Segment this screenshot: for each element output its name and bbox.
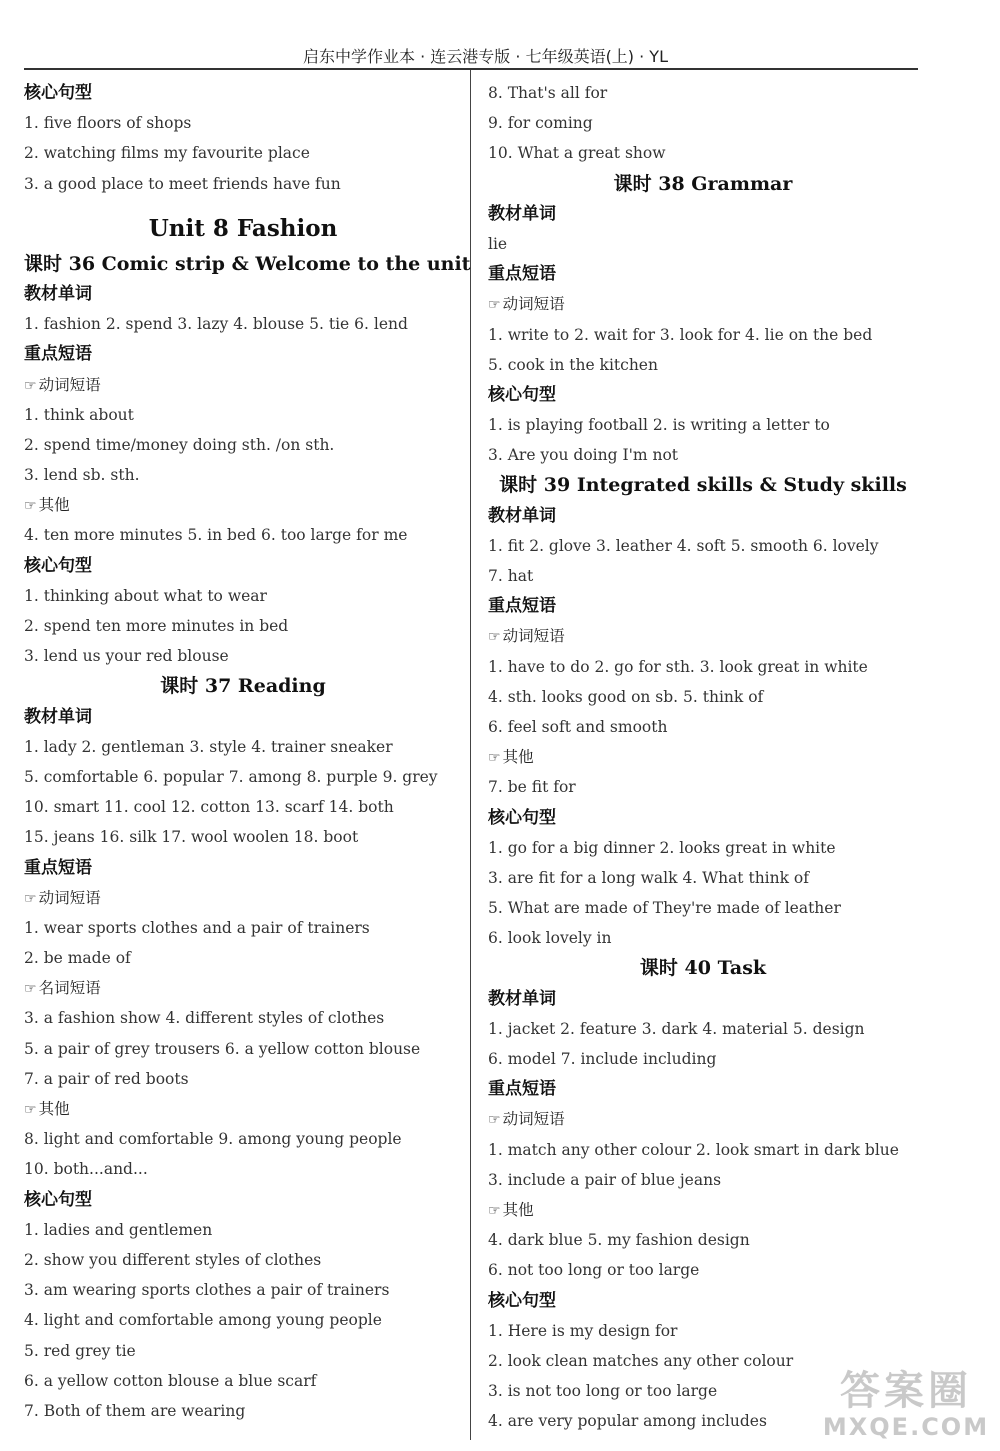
answer-line: 7. be fit for	[488, 778, 576, 797]
answer-line: 4. are very popular among includes	[488, 1412, 767, 1431]
answer-line: 10. What a great show	[488, 144, 666, 163]
answer-line: 2. watching films my favourite place	[24, 144, 310, 163]
answer-line: 2. spend ten more minutes in bed	[24, 617, 289, 635]
section-heading: 核心句型	[488, 384, 556, 405]
answer-line: 10. both...and...	[24, 1160, 148, 1179]
answer-line: 5. What are made of They're made of leather	[488, 899, 841, 918]
pointing-hand-icon: ☞	[488, 750, 501, 767]
pointing-hand-icon: ☞	[24, 1102, 37, 1118]
answer-line: 7. hat	[488, 567, 534, 585]
subsection-label	[24, 370, 462, 400]
answer-line: 3. is not too long or too large	[488, 1382, 718, 1401]
answer-line: 1. lady 2. gentleman 3. style 4. trainer sneaker	[24, 737, 393, 756]
lesson-title: 课时 36 Comic strip & Welcome to the unit	[24, 252, 471, 275]
answer-line: 4. dark blue 5. my fashion design	[488, 1231, 750, 1250]
answer-line: 3. a fashion show 4. different styles of clothes	[24, 1009, 385, 1028]
watermark-url: MXQE.COM	[822, 1413, 990, 1441]
answer-line: 1. Here is my design for	[488, 1321, 678, 1340]
pointing-hand-icon: ☞	[488, 297, 501, 314]
subsection-label	[488, 742, 918, 772]
subsection-label-text: 动词短语	[502, 627, 565, 646]
answer-line: 8. light and comfortable 9. among young people	[24, 1130, 402, 1149]
watermark-logo-text: 答案圈	[840, 1368, 972, 1414]
answer-line: 6. a yellow cotton blouse a blue scarf	[24, 1371, 317, 1390]
answer-line: 6. look lovely in	[488, 929, 612, 948]
answer-line: 3. lend us your red blouse	[24, 647, 229, 666]
pointing-hand-icon: ☞	[24, 981, 37, 998]
left-column	[24, 78, 471, 1426]
answer-line: 3. are fit for a long walk 4. What think of	[488, 868, 810, 887]
subsection-label-text: 名词短语	[38, 979, 101, 998]
answer-line: 1. think about	[24, 405, 134, 424]
lesson-title: 课时 38 Grammar	[613, 172, 793, 195]
section-heading: 教材单词	[488, 988, 556, 1009]
subsection-label-text: 其他	[38, 1100, 70, 1118]
answer-line: 1. wear sports clothes and a pair of trainers	[24, 918, 370, 937]
lesson-title: 课时 40 Task	[639, 957, 767, 980]
answer-line: 4. ten more minutes 5. in bed 6. too large for me	[24, 526, 408, 545]
section-heading: 重点短语	[488, 1079, 556, 1100]
subsection-label-text: 其他	[502, 748, 534, 767]
answer-line: 3. am wearing sports clothes a pair of trainers	[24, 1281, 390, 1300]
subsection-label	[24, 1094, 462, 1124]
answer-line: 3. a good place to meet friends have fun	[24, 174, 341, 193]
subsection-label-text: 动词短语	[38, 375, 101, 394]
answer-line: 4. sth. looks good on sb. 5. think of	[488, 687, 764, 706]
section-heading: 教材单词	[24, 706, 92, 727]
subsection-label	[488, 1104, 918, 1134]
answer-line: 1. have to do 2. go for sth. 3. look great in white	[488, 657, 868, 676]
answer-line: 9. for coming	[488, 114, 593, 133]
answer-line: 1. thinking about what to wear	[24, 586, 267, 605]
answer-line: 1. match any other colour 2. look smart in dark blue	[488, 1140, 899, 1159]
answer-line: 10. smart 11. cool 12. cotton 13. scarf 14. both	[24, 798, 394, 817]
right-column	[488, 78, 918, 1436]
pointing-hand-icon: ☞	[24, 498, 37, 515]
answer-line: 1. five floors of shops	[24, 114, 192, 133]
answer-line: 2. be made of	[24, 949, 131, 968]
section-heading: 核心句型	[488, 1290, 556, 1311]
answer-line: 5. red grey tie	[24, 1341, 136, 1360]
answer-line: 7. a pair of red boots	[24, 1069, 189, 1088]
answer-line: 8. That's all for	[488, 84, 608, 102]
answer-line: 6. model 7. include including	[488, 1050, 717, 1068]
pointing-hand-icon: ☞	[24, 377, 37, 394]
subsection-label	[488, 289, 918, 319]
subsection-label	[24, 973, 462, 1003]
answer-line: 5. cook in the kitchen	[488, 355, 658, 374]
answer-line: 1. ladies and gentlemen	[24, 1220, 213, 1239]
section-heading: 重点短语	[488, 264, 556, 285]
subsection-label-text: 其他	[502, 1200, 534, 1219]
answer-line: 1. is playing football 2. is writing a letter to	[488, 416, 830, 435]
watermark-logo	[816, 1369, 996, 1447]
subsection-label	[488, 1195, 918, 1225]
answer-line: 6. not too long or too large	[488, 1261, 700, 1280]
section-heading: 核心句型	[24, 1189, 92, 1210]
answer-line: 4. light and comfortable among young people	[24, 1311, 382, 1330]
section-heading: 核心句型	[24, 555, 92, 576]
answer-line: 5. comfortable 6. popular 7. among 8. purple 9. grey	[24, 767, 438, 786]
answer-line: 2. spend time/money doing sth. /on sth.	[24, 435, 335, 454]
answer-line: 2. show you different styles of clothes	[24, 1250, 322, 1269]
section-heading: 重点短语	[488, 596, 556, 617]
subsection-label-text: 动词短语	[502, 295, 565, 314]
page-header	[24, 40, 918, 70]
answer-line: 5. a pair of grey trousers 6. a yellow cotton blouse	[24, 1039, 421, 1058]
subsection-label	[488, 621, 918, 651]
answer-line: 1. go for a big dinner 2. looks great in white	[488, 838, 836, 857]
answer-line: 3. Are you doing I'm not	[488, 446, 679, 465]
unit-title: Unit 8 Fashion	[148, 214, 338, 242]
answer-line: 2. look clean matches any other colour	[488, 1351, 794, 1370]
section-heading: 重点短语	[24, 857, 92, 878]
subsection-label-text: 动词短语	[38, 888, 101, 907]
section-heading: 教材单词	[24, 283, 92, 304]
answer-line: 15. jeans 16. silk 17. wool woolen 18. boot	[24, 828, 359, 847]
pointing-hand-icon: ☞	[488, 1112, 501, 1129]
lesson-title: 课时 39 Integrated skills & Study skills	[499, 474, 907, 497]
lesson-title: 课时 37 Reading	[160, 675, 326, 698]
section-heading: 核心句型	[488, 807, 556, 828]
answer-line: 3. include a pair of blue jeans	[488, 1170, 722, 1189]
subsection-label-text: 动词短语	[502, 1110, 565, 1129]
section-heading: 教材单词	[488, 505, 556, 526]
answer-line: lie	[488, 234, 508, 253]
pointing-hand-icon: ☞	[24, 890, 37, 907]
pointing-hand-icon: ☞	[488, 1202, 501, 1219]
section-heading: 重点短语	[24, 344, 92, 365]
answer-line: 3. lend sb. sth.	[24, 466, 140, 485]
pointing-hand-icon: ☞	[488, 629, 501, 646]
answer-line: 1. fit 2. glove 3. leather 4. soft 5. smooth 6. lovely	[488, 536, 879, 555]
subsection-label	[24, 883, 462, 913]
subsection-label	[24, 490, 462, 520]
answer-line: 6. feel soft and smooth	[488, 717, 668, 736]
header-title: 启东中学作业本 · 连云港专版 · 七年级英语(上) · YL	[303, 47, 668, 66]
answer-line: 7. Both of them are wearing	[24, 1401, 246, 1420]
subsection-label-text: 其他	[38, 496, 70, 515]
column-divider	[470, 70, 471, 1440]
section-heading: 教材单词	[488, 203, 556, 224]
answer-line: 1. write to 2. wait for 3. look for 4. lie on the bed	[488, 325, 873, 344]
answer-line: 1. fashion 2. spend 3. lazy 4. blouse 5. tie 6. lend	[24, 315, 408, 334]
section-heading: 核心句型	[24, 83, 92, 103]
answer-line: 1. jacket 2. feature 3. dark 4. material 5. design	[488, 1019, 865, 1038]
